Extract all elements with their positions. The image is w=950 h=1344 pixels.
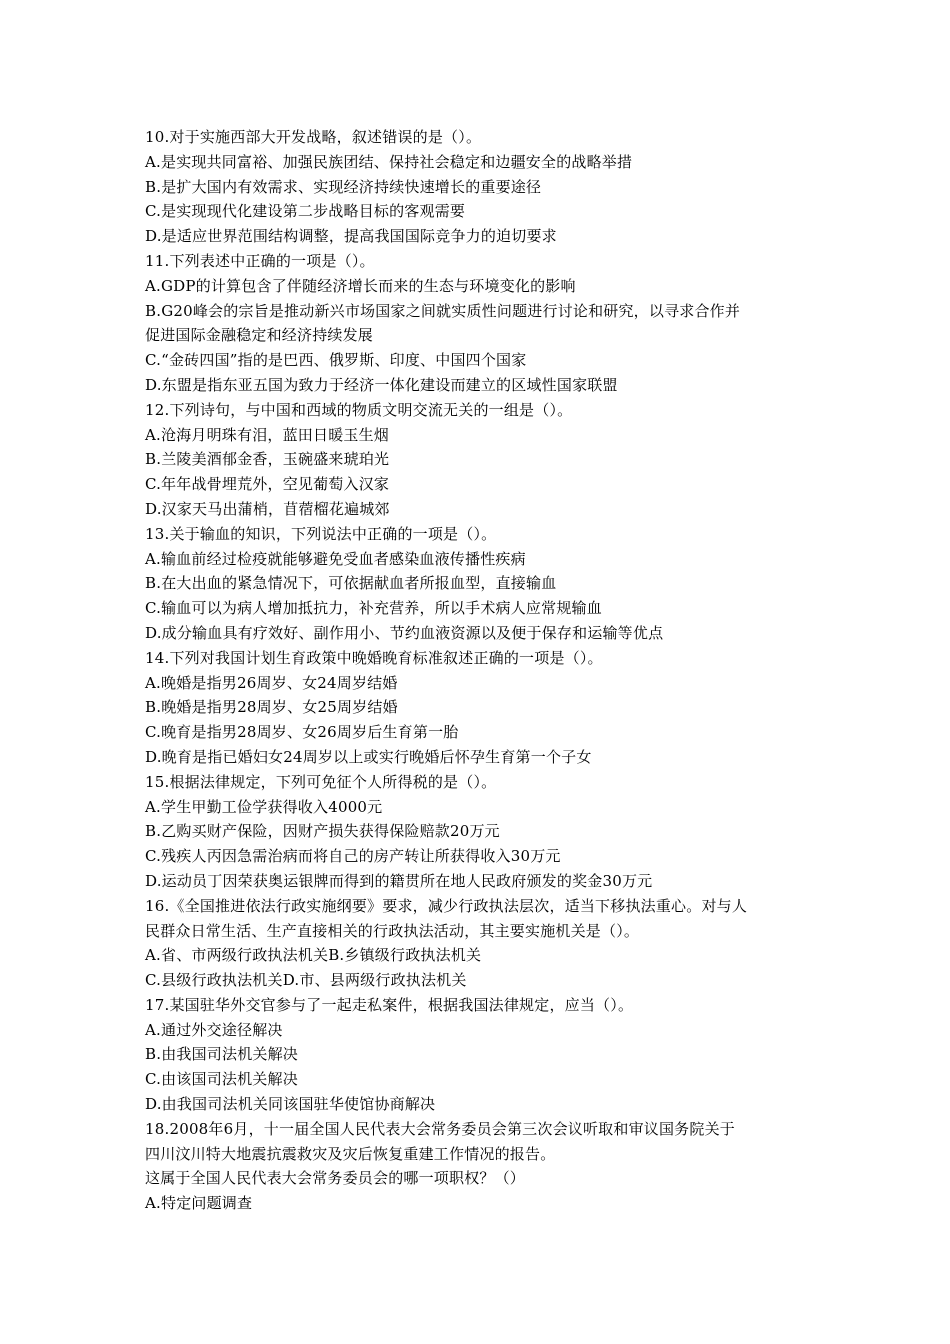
question-10-option-a: A.是实现共同富裕、加强民族团结、保持社会稳定和边疆安全的战略举措 xyxy=(145,152,633,171)
question-12-option-b: B.兰陵美酒郁金香，玉碗盛来琥珀光 xyxy=(145,450,390,469)
question-14-stem: 14.下列对我国计划生育政策中晚婚晚育标准叙述正确的一项是（）。 xyxy=(145,648,603,667)
question-12-option-d: D.汉家天马出蒲梢，苜蓿榴花遍城郊 xyxy=(145,499,390,518)
question-12-option-a: A.沧海月明珠有泪，蓝田日暖玉生烟 xyxy=(145,425,390,444)
question-15-stem: 15.根据法律规定，下列可免征个人所得税的是（）。 xyxy=(145,772,497,791)
question-10-option-d: D.是适应世界范围结构调整，提高我国国际竞争力的迫切要求 xyxy=(145,227,557,246)
question-10-option-c: C.是实现现代化建设第二步战略目标的客观需要 xyxy=(145,202,466,221)
question-11-stem: 11.下列表述中正确的一项是（）。 xyxy=(145,251,375,270)
question-18-prompt: 这属于全国人民代表大会常务委员会的哪一项职权？（） xyxy=(145,1169,526,1188)
question-11-option-a: A.GDP的计算包含了伴随经济增长而来的生态与环境变化的影响 xyxy=(145,276,576,295)
question-18-option-a: A.特定问题调查 xyxy=(145,1194,253,1213)
question-16-stem-continued: 民群众日常生活、生产直接相关的行政执法活动，其主要实施机关是（）。 xyxy=(145,921,640,940)
question-10-option-b: B.是扩大国内有效需求、实现经济持续快速增长的重要途径 xyxy=(145,177,542,196)
question-16-options-c-d: C.县级行政执法机关D.市、县两级行政执法机关 xyxy=(145,971,467,990)
question-17-option-b: B.由我国司法机关解决 xyxy=(145,1045,298,1064)
question-12-stem: 12.下列诗句，与中国和西域的物质文明交流无关的一组是（）。 xyxy=(145,400,573,419)
question-14-option-a: A.晚婚是指男26周岁、女24周岁结婚 xyxy=(145,673,398,692)
question-15-option-a: A.学生甲勤工俭学获得收入4000元 xyxy=(145,797,383,816)
question-13-stem: 13.关于输血的知识，下列说法中正确的一项是（）。 xyxy=(145,524,497,543)
question-13-option-a: A.输血前经过检疫就能够避免受血者感染血液传播性疾病 xyxy=(145,549,526,568)
question-18-stem: 18.2008年6月，十一届全国人民代表大会常务委员会第三次会议听取和审议国务院关于 xyxy=(145,1119,735,1138)
question-13-option-b: B.在大出血的紧急情况下，可依据献血者所报血型，直接输血 xyxy=(145,574,557,593)
question-11-option-d: D.东盟是指东亚五国为致力于经济一体化建设而建立的区域性国家联盟 xyxy=(145,375,618,394)
question-15-option-d: D.运动员丁因荣获奥运银牌而得到的籍贯所在地人民政府颁发的奖金30万元 xyxy=(145,871,653,890)
question-14-option-c: C.晚育是指男28周岁、女26周岁后生育第一胎 xyxy=(145,723,459,742)
question-13-option-d: D.成分输血具有疗效好、副作用小、节约血液资源以及便于保存和运输等优点 xyxy=(145,623,664,642)
question-11-option-c: C.“金砖四国”指的是巴西、俄罗斯、印度、中国四个国家 xyxy=(145,351,527,370)
question-15-option-c: C.残疾人丙因急需治病而将自己的房产转让所获得收入30万元 xyxy=(145,847,561,866)
question-13-option-c: C.输血可以为病人增加抵抗力，补充营养，所以手术病人应常规输血 xyxy=(145,599,602,618)
question-17-option-a: A.通过外交途径解决 xyxy=(145,1020,283,1039)
question-11-option-b: B.G20峰会的宗旨是推动新兴市场国家之间就实质性问题进行讨论和研究，以寻求合作并 xyxy=(145,301,741,320)
question-16-options-a-b: A.省、市两级行政执法机关B.乡镇级行政执法机关 xyxy=(145,946,482,965)
question-17-option-d: D.由我国司法机关同该国驻华使馆协商解决 xyxy=(145,1095,436,1114)
question-14-option-b: B.晚婚是指男28周岁、女25周岁结婚 xyxy=(145,698,398,717)
question-14-option-d: D.晚育是指已婚妇女24周岁以上或实行晚婚后怀孕生育第一个子女 xyxy=(145,747,592,766)
question-15-option-b: B.乙购买财产保险，因财产损失获得保险赔款20万元 xyxy=(145,822,500,841)
document-body xyxy=(145,125,825,1216)
question-17-stem: 17.某国驻华外交官参与了一起走私案件，根据我国法律规定，应当（）。 xyxy=(145,995,634,1014)
question-12-option-c: C.年年战骨埋荒外，空见葡萄入汉家 xyxy=(145,475,390,494)
question-11-option-b-continued: 促进国际金融稳定和经济持续发展 xyxy=(145,326,374,345)
question-18-stem-continued: 四川汶川特大地震抗震救灾及灾后恢复重建工作情况的报告。 xyxy=(145,1144,556,1163)
question-10-stem: 10.对于实施西部大开发战略，叙述错误的是（）。 xyxy=(145,128,482,146)
question-17-option-c: C.由该国司法机关解决 xyxy=(145,1070,298,1089)
question-16-stem: 16.《全国推进依法行政实施纲要》要求，减少行政执法层次，适当下移执法重心。对与人 xyxy=(145,896,748,915)
